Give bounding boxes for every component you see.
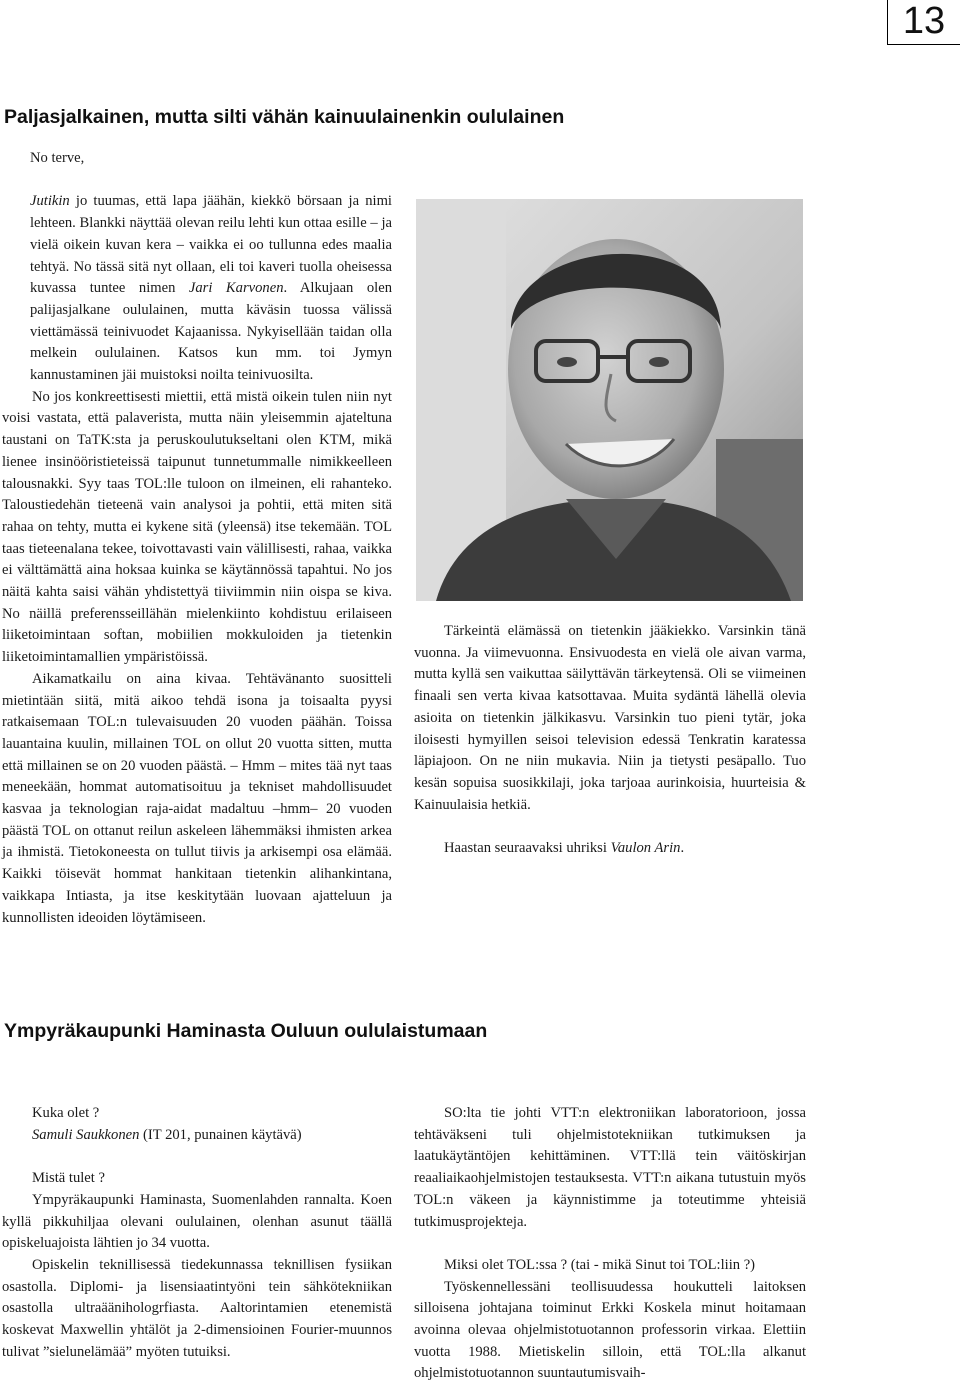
intro-text-a: jo tuumas, että lapa jäähän, kiekkö börsaan ja nimi lehteen. Blankki näyttää olevan reilu lehti kun ottaa esille – ja vielä oikein kuvan kera – vaikka ei oo tullunna edes maalia tehtyä. No tässä sitä nyt ollaan, eli toi kaveri tuolla oheisessa kuvassa tuntee nimen bbox=[30, 193, 392, 297]
portrait-image bbox=[416, 199, 803, 601]
article2-right-column bbox=[414, 1103, 806, 1385]
answer-who-rest: (IT 201, punainen käytävä) bbox=[139, 1126, 302, 1143]
why-paragraph: Työskennellessäni teollisuudessa houkutteli laitoksen silloisena johtajana toiminut Erkki Koskela minut hoitamaan avoinna olevaa ohjelmistotuotannon professorin virkaa. Elettiin vuotta 1988. Mietiskelin silloin, että TOL:lla alkanut ohjelmistotuotannon suuntautumisvaih- bbox=[414, 1278, 806, 1382]
name-vaulon-arin: Vaulon Arin bbox=[610, 840, 681, 857]
intro-paragraph bbox=[30, 191, 392, 386]
article1-left-column bbox=[2, 148, 392, 929]
article2-left-column bbox=[2, 1103, 392, 1363]
hobbies-paragraph: Tärkeintä elämässä on tietenkin jääkiekko. Varsinkin tänä vuonna. Ja viimevuonna. Ensivuodesta en vielä ole aivan varma, mutta kyllä sen vaikuttaa säilyttävän tärkeytensä. Oli se viimeinen finaali sen verta kivaa katsottavaa. Muita sydäntä lähellä olevia asioita on tietenkin jälkikasvu. Varsinkin tuo pieni tytär, joka iloisesti hymyillen seisoi television edessä Tenkratin karatessa läpiajoon. On ne niin mukavia. Niin ja tietysti pesäpallo. Tuo kesän sopuisa suosikkilaji, joka tarjoaa aurinkoisia, huurteisia & Kainuulaisia hetkiä. bbox=[414, 623, 806, 813]
challenge-period: . bbox=[680, 840, 685, 857]
question-who: Kuka olet ? bbox=[32, 1105, 100, 1121]
background-paragraph: No jos konkreettisesti miettii, että mistä oikein tulen niin nyt voisi vastata, että palaverista, mutta näin yleisemmin ajateltuna taustani on TaTK:sta ja peruskoulutukseltani olen KTM, mikä lienee insinööristieteissä taipunut tunnetummalle nimikkeelleen talousnakki. Syy taas TOL:lle tuloon on ilmeinen, eli rahanteko. Taloustiedehän tieteenä vain analysoi ja pohtii, että miten sitä rahaa on tehty, mutta ei kykene sitä (yleensä) itse tekemään. TOL taas tieteenalana tekee, toivottavasti vain välillisesti, rahaa, vaikka ei välttämättä aina hoksaa kuinka se käytännössä tapahtui. No jos näitä kahta saisi vähän yhdistettyä tiiviimmin niin oispa se kiva. No näillä preferensseillähän mielenkiinto kohdistuu erilaiseen liiketoimintaan softan, mobiilien mokkuloiden ja tietenkin liiketoimintamallien ympäristöissä. bbox=[2, 388, 392, 666]
future-paragraph: Aikamatkailu on aina kivaa. Tehtävänanto suositteli mietintään siitä, mitä aikoo tehdä isona ja toisaalta pyysi ratkaisemaan TOL:n tulevaisuuden 20 vuoden päähän. Toissa lauantaina kuulin, millainen TOL on ollut 20 vuotta sitten, mutta että millainen se on 20 vuoden päästä. – Hmm – mites tää nyt taas meneekään, hommat automatisoituu ja tekniset mahdollisuudet kasvaa ja teknologian raja-aidat madaltuu –hmm– 20 vuoden päästä TOL on ottanut reilun askeleen lähemmäksi ihmisten arkea ja ihmistä. Tietokoneesta on tullut tiivis ja arkisempi osa elämää. Kaikki töisevät hommat hankitaan tietenkin alihankintana, vaikkapa Intiasta, ja itse keskitytään luovaan ajatteluun ja kunnollisten ideoiden löytämiseen. bbox=[2, 670, 392, 926]
studies-paragraph: Opiskelin teknillisessä tiedekunnassa teknillisen fysiikan osastolla. Diplomi- ja lisensiaatintyöni tein sähkötekniikan osastolla ultraäänihologrfiasta. Aaltorintamien etenemistä koskevat Maxwellin yhtälöt ja 2-dimensioinen Fourier-muunnos tulivat ”sielunelämää” myöten tutuiksi. bbox=[2, 1256, 392, 1360]
question-where: Mistä tulet ? bbox=[32, 1170, 105, 1187]
page-number: 13 bbox=[887, 0, 960, 45]
name-jutikin: Jutikin bbox=[30, 193, 70, 210]
article2-title: Ympyräkaupunki Haminasta Ouluun oululaistumaan bbox=[4, 1020, 488, 1042]
challenge-text: Haastan seuraavaksi uhriksi bbox=[444, 840, 611, 857]
name-samuli-saukkonen: Samuli Saukkonen bbox=[32, 1126, 140, 1143]
answer-who bbox=[2, 1125, 392, 1147]
portrait-photo bbox=[416, 199, 803, 601]
article1-right-column bbox=[414, 621, 806, 860]
question-why: Miksi olet TOL:ssa ? (tai - mikä Sinut toi TOL:liin ?) bbox=[444, 1256, 756, 1273]
challenge-paragraph bbox=[414, 838, 806, 860]
greeting: No terve, bbox=[30, 150, 85, 166]
career-paragraph: SO:lta tie johti VTT:n elektroniikan laboratorioon, jossa tehtäväkseni tuli ohjelmistotekniikan tutkimuksen ja laatukäytäntöjen kehittäminen. VTT:llä tein väitöskirjan reaaliaikaohjelmistojen testauksesta. VTT:n aikana tutustuin myös TOL:n väkeen ja käynnistimme ja toteutimme yhteisiä tutkimusprojekteja. bbox=[414, 1105, 806, 1230]
article-title: Paljasjalkainen, mutta silti vähän kainuulainenkin oululainen bbox=[4, 106, 565, 128]
name-jari-karvonen: Jari Karvonen bbox=[188, 280, 284, 297]
answer-where: Ympyräkaupunki Haminasta, Suomenlahden rannalta. Koen kyllä pikkuhiljaa olevani oululainen, olenhan asunut täällä opiskeluajoista lähtien jo 34 vuotta. bbox=[2, 1191, 392, 1252]
intro-text-b: . Alkujaan olen palijasjalkane oululainen, mutta käväsin tuossa välissä viettämässä teinivuodet Kajaanissa. Nykyisellään taidan olla melkein oululainen. Katsos kun mm. toi Jymyn kannustaminen jäi muistoksi noilta teinivuosilta. bbox=[30, 280, 392, 384]
